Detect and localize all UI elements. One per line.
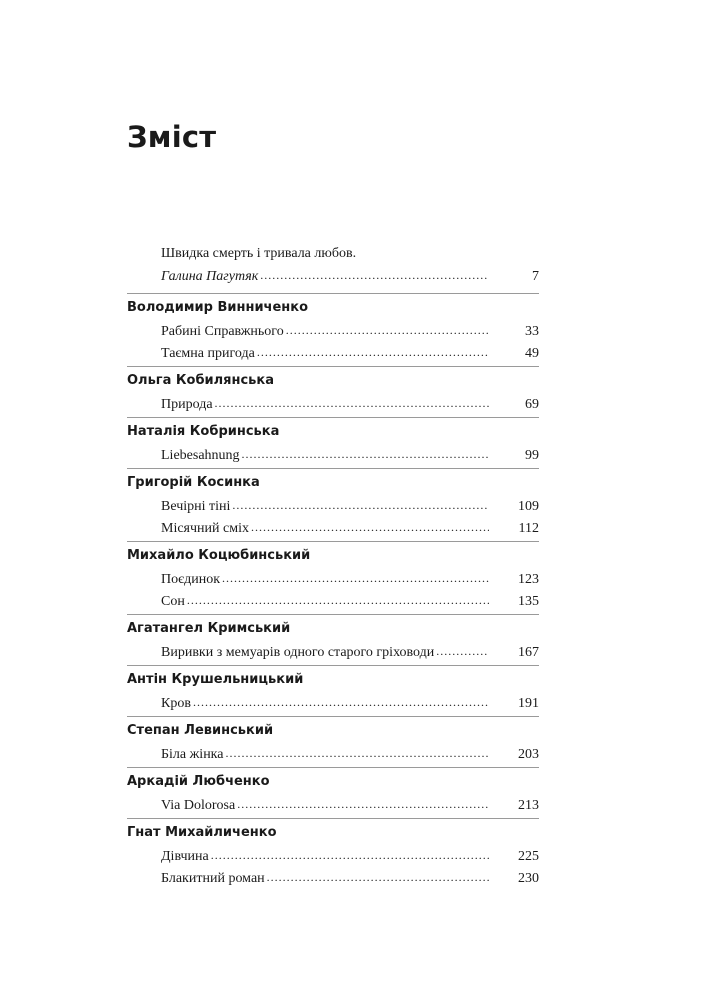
page-number: 167 xyxy=(518,645,539,660)
dot-leader xyxy=(436,640,489,662)
toc-entry xyxy=(127,495,539,517)
section-divider xyxy=(127,541,539,542)
toc-entry xyxy=(127,320,539,342)
entry-title: Поєдинок xyxy=(161,572,221,587)
entry-title: Блакитний роман xyxy=(161,871,265,886)
entry-title: Via Dolorosa xyxy=(161,798,236,813)
page-number: 213 xyxy=(518,798,539,813)
toc-entry xyxy=(127,393,539,415)
entry-title: Місячний сміх xyxy=(161,521,249,536)
entry-title: Сон xyxy=(161,594,185,609)
toc-entry xyxy=(127,794,539,816)
section-divider xyxy=(127,293,539,294)
toc-entry xyxy=(127,444,539,466)
entry-title: Біла жінка xyxy=(161,747,224,762)
page-number: 99 xyxy=(525,448,539,463)
intro-title: Швидка смерть і тривала любов. xyxy=(161,246,357,261)
toc-entry xyxy=(127,517,539,539)
intro-entry xyxy=(127,243,539,287)
section-divider xyxy=(127,665,539,666)
table-of-contents xyxy=(127,243,539,889)
dot-leader xyxy=(226,742,490,764)
intro-author-line xyxy=(127,265,539,287)
dot-leader xyxy=(286,319,489,341)
toc-entry xyxy=(127,342,539,364)
toc-entry xyxy=(127,590,539,612)
section-divider xyxy=(127,767,539,768)
page-number: 135 xyxy=(518,594,539,609)
toc-entry xyxy=(127,641,539,663)
page-number: 230 xyxy=(518,871,539,886)
page-number: 112 xyxy=(518,521,539,536)
entry-title: Природа xyxy=(161,397,213,412)
section-divider xyxy=(127,468,539,469)
author-heading: Володимир Винниченко xyxy=(127,300,309,315)
section-divider xyxy=(127,366,539,367)
sections-list xyxy=(127,293,539,889)
toc-entry xyxy=(127,743,539,765)
dot-leader xyxy=(215,392,489,414)
page-number: 191 xyxy=(518,696,539,711)
dot-leader xyxy=(232,494,489,516)
author-heading: Антін Крушельницький xyxy=(127,672,304,687)
author-heading: Гнат Михайличенко xyxy=(127,825,277,840)
page-number: 33 xyxy=(525,324,539,339)
section-divider xyxy=(127,716,539,717)
section-divider xyxy=(127,614,539,615)
intro-author: Галина Пагутяк xyxy=(161,269,259,284)
entry-title: Вечірні тіні xyxy=(161,499,231,514)
entry-title: Дівчина xyxy=(161,849,209,864)
toc-entry xyxy=(127,692,539,714)
entry-title: Таємна пригода xyxy=(161,346,255,361)
dot-leader xyxy=(187,589,489,611)
page-number: 123 xyxy=(518,572,539,587)
page-number: 203 xyxy=(518,747,539,762)
entry-title: Liebesahnung xyxy=(161,448,240,463)
author-heading: Григорій Косинка xyxy=(127,475,260,490)
page-title: Зміст xyxy=(127,120,217,154)
page-number: 109 xyxy=(518,499,539,514)
dot-leader xyxy=(242,443,489,465)
page-number: 7 xyxy=(532,269,539,284)
toc-entry xyxy=(127,867,539,889)
author-heading: Ольга Кобилянська xyxy=(127,373,274,388)
author-heading: Агатангел Кримський xyxy=(127,621,291,636)
entry-title: Виривки з мемуарів одного старого гріховоди xyxy=(161,645,435,660)
dot-leader xyxy=(211,844,489,866)
section-divider xyxy=(127,417,539,418)
author-heading: Степан Левинський xyxy=(127,723,274,738)
page-number: 225 xyxy=(518,849,539,864)
entry-title: Кров xyxy=(161,696,191,711)
author-heading: Наталія Кобринська xyxy=(127,424,280,439)
dot-leader xyxy=(222,567,489,589)
page-number: 49 xyxy=(525,346,539,361)
section-divider xyxy=(127,818,539,819)
dot-leader xyxy=(193,691,489,713)
author-heading: Аркадій Любченко xyxy=(127,774,270,789)
toc-entry xyxy=(127,845,539,867)
toc-entry xyxy=(127,568,539,590)
dot-leader xyxy=(257,341,489,363)
dot-leader xyxy=(251,516,489,538)
page-number: 69 xyxy=(525,397,539,412)
dot-leader xyxy=(237,793,489,815)
dot-leader xyxy=(260,264,489,286)
entry-title: Рабині Справжнього xyxy=(161,324,284,339)
author-heading: Михайло Коцюбинський xyxy=(127,548,311,563)
dot-leader xyxy=(267,866,489,888)
